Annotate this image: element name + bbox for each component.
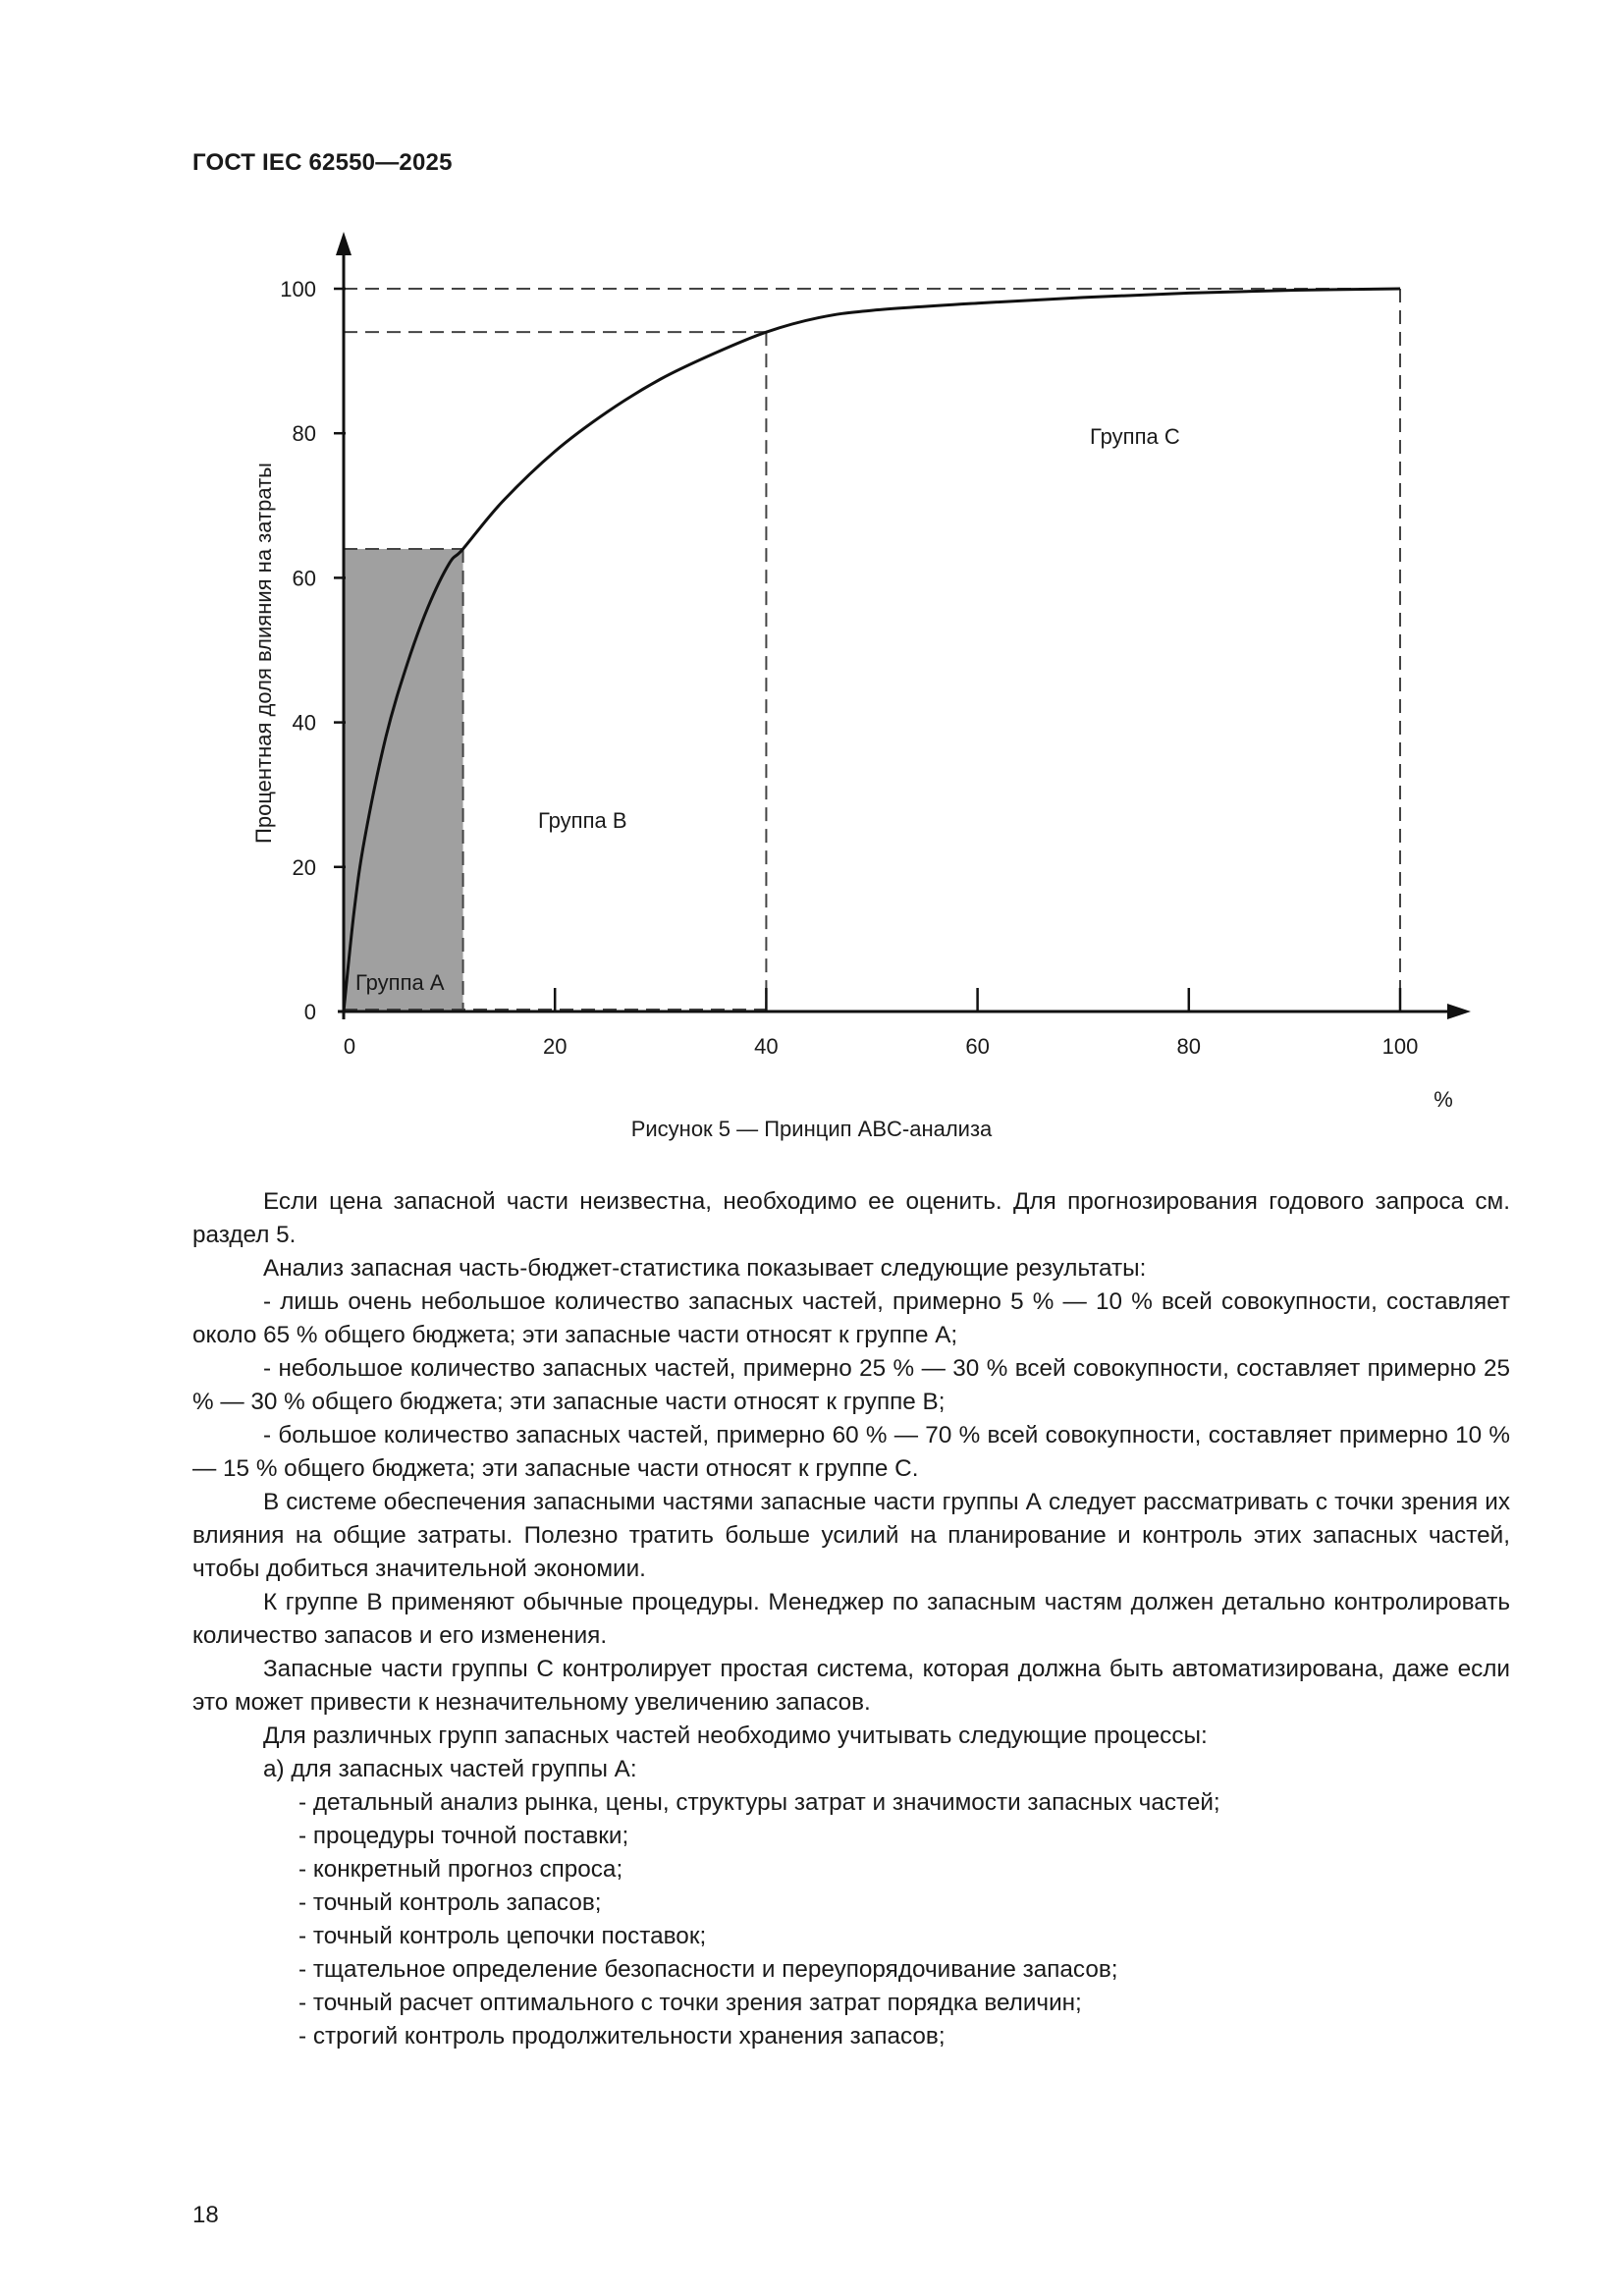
list-item: - тщательное определение безопасности и переупорядочивание запасов;: [298, 1956, 1118, 1983]
y-tick-label: 80: [292, 421, 316, 447]
x-tick-label: 40: [754, 1034, 779, 1059]
x-tick-label: 0: [343, 1034, 356, 1059]
cumulative-curve-line: [344, 289, 1400, 1011]
group-label: Группа A: [355, 970, 445, 995]
x-tick-label: 20: [542, 1034, 568, 1059]
document-header: ГОСТ IEC 62550—2025: [192, 149, 453, 176]
chart-axes: [336, 232, 1471, 1019]
group-a-area: [344, 549, 463, 1011]
paragraph: Запасные части группы С контролирует простая система, которая должна быть автоматизирована, даже если это может привести к незначительному увеличению запасов.: [192, 1656, 1510, 1716]
list-item: - небольшое количество запасных частей, примерно 25 % — 30 % всей совокупности, составляет примерно 25 % — 30 % общего бюджета; эти запасные части относят к группе В;: [192, 1355, 1510, 1415]
group-label: Группа B: [538, 808, 627, 833]
list-item: - детальный анализ рынка, цены, структуры затрат и значимости запасных частей;: [298, 1789, 1220, 1816]
list-item: - процедуры точной поставки;: [298, 1823, 629, 1849]
page-number: 18: [192, 2202, 219, 2228]
paragraph: Для различных групп запасных частей необходимо учитывать следующие процессы:: [263, 1722, 1208, 1749]
y-axis-title: Процентная доля влияния на затраты: [251, 463, 276, 844]
x-axis-unit: %: [1434, 1087, 1453, 1112]
list-item: - конкретный прогноз спроса;: [298, 1856, 623, 1883]
paragraph: а) для запасных частей группы А:: [263, 1756, 637, 1782]
paragraph: Анализ запасная часть-бюджет-статистика показывает следующие результаты:: [263, 1255, 1147, 1282]
x-tick-label: 100: [1381, 1034, 1419, 1059]
x-axis-arrow: [1447, 1004, 1471, 1019]
y-tick-label: 20: [292, 854, 316, 880]
list-item: - точный расчет оптимального с точки зрения затрат порядка величин;: [298, 1990, 1082, 2016]
cumulative-curve: [344, 289, 1400, 1011]
y-axis-arrow: [336, 232, 352, 255]
y-tick-label: 60: [292, 566, 316, 591]
figure-caption: Рисунок 5 — Принцип ABC-анализа: [630, 1117, 993, 1141]
y-tick-label: 0: [303, 1000, 316, 1024]
paragraph: К группе В применяют обычные процедуры. Менеджер по запасным частям должен детально контролировать количество запасов и его изменения.: [192, 1589, 1510, 1649]
group-a-shaded-area: [344, 549, 463, 1011]
paragraph: В системе обеспечения запасными частями запасные части группы А следует рассматривать с точки зрения их влияния на общие затраты. Полезно тратить больше усилий на планирование и контроль этих запасных частей, чтобы добиться значительной экономии.: [192, 1489, 1510, 1582]
list-item: - точный контроль цепочки поставок;: [298, 1923, 707, 1949]
list-item: - большое количество запасных частей, примерно 60 % — 70 % всей совокупности, составляет примерно 10 % — 15 % общего бюджета; эти запасные части относят к группе С.: [192, 1422, 1510, 1482]
abc-analysis-chart: [0, 0, 1623, 1129]
list-item: - лишь очень небольшое количество запасных частей, примерно 5 % — 10 % всей совокупности, составляет около 65 % общего бюджета; эти запасные части относят к группе А;: [192, 1288, 1510, 1348]
x-tick-label: 80: [1176, 1034, 1202, 1059]
group-label: Группа C: [1090, 424, 1180, 449]
paragraph: Если цена запасной части неизвестна, необходимо ее оценить. Для прогнозирования годового запроса см. раздел 5.: [192, 1188, 1510, 1248]
group-boundary-lines: [344, 289, 1400, 1011]
list-item: - точный контроль запасов;: [298, 1889, 602, 1916]
body-text: [192, 1185, 1510, 2053]
list-item: - строгий контроль продолжительности хранения запасов;: [298, 2023, 946, 2050]
y-tick-label: 100: [280, 277, 316, 301]
y-tick-label: 40: [292, 710, 316, 736]
x-tick-label: 60: [965, 1034, 990, 1059]
